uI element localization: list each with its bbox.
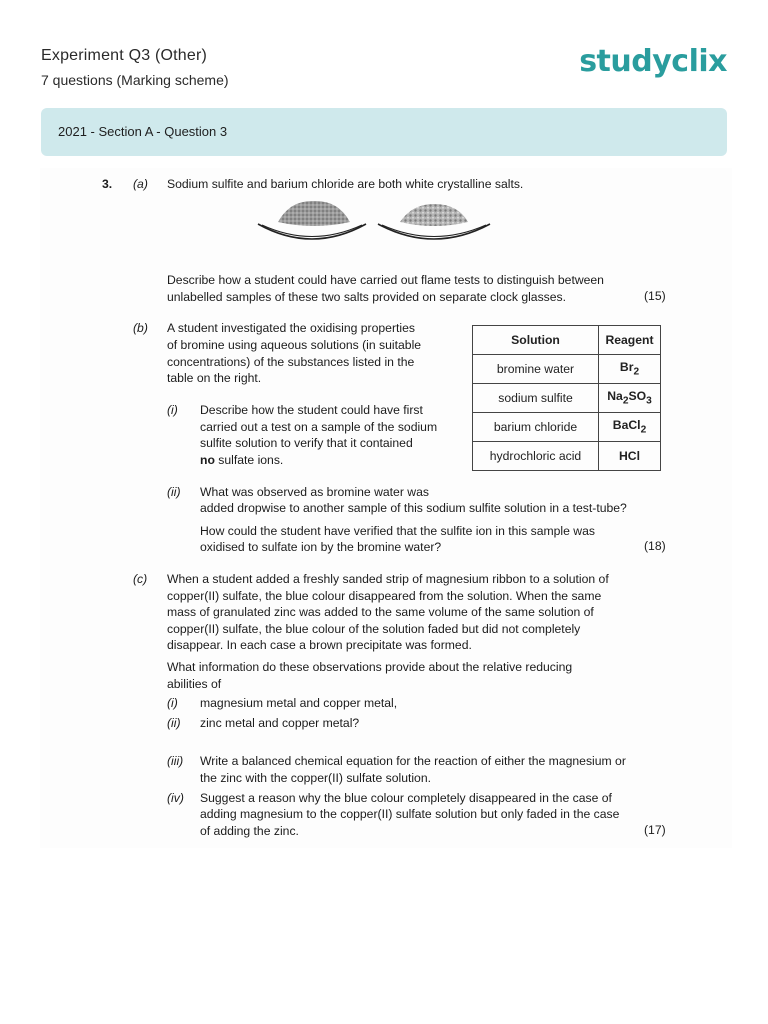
clock-glass-left — [258, 201, 366, 239]
studyclix-logo[interactable]: studyclix — [579, 44, 727, 79]
part-c-i-text: magnesium metal and copper metal, — [200, 696, 398, 710]
part-c-para-4: copper(II) sulfate, the blue colour of the solution faded but did not completely — [167, 622, 581, 636]
table-cell-solution: bromine water — [473, 355, 599, 384]
part-c-para-1: When a student added a freshly sanded strip of magnesium ribbon to a solution of — [167, 572, 609, 586]
section-band — [41, 108, 727, 156]
part-c-iv-line1: Suggest a reason why the blue colour completely disappeared in the case of — [200, 791, 612, 805]
part-c-question-2: abilities of — [167, 677, 222, 691]
part-c-question-1: What information do these observations provide about the relative reducing — [167, 660, 573, 674]
part-b-ii-label: (ii) — [167, 485, 181, 499]
part-c-iv-label: (iv) — [167, 791, 184, 805]
part-b-intro-3: concentrations) of the substances listed in the — [167, 355, 415, 369]
part-b-ii-line1: What was observed as bromine water was — [200, 485, 429, 499]
part-b-intro-4: table on the right. — [167, 371, 262, 385]
question-number: 3. — [102, 177, 113, 191]
table-cell-solution: barium chloride — [473, 413, 599, 442]
part-b-label: (b) — [133, 321, 148, 335]
part-b-i-line1: Describe how the student could have first — [200, 403, 423, 417]
table-cell-formula: $Br_2$ — [599, 355, 661, 384]
part-b-ii-line3: How could the student have verified that the sulfite ion in this sample was — [200, 524, 595, 538]
part-c-iv-line3: of adding the zinc. — [200, 824, 299, 838]
table-header-reagent: Reagent — [599, 326, 661, 355]
reagent-table — [472, 325, 661, 471]
part-a-marks: (15) — [644, 289, 666, 303]
part-b-intro-2: of bromine using aqueous solutions (in suitable — [167, 338, 422, 352]
table-cell-solution: hydrochloric acid — [473, 442, 599, 471]
part-b-i-line4 — [200, 452, 283, 469]
clock-glasses-illustration — [254, 194, 498, 260]
page-title: Experiment Q3 (Other) — [41, 47, 208, 64]
part-c-ii-text: zinc metal and copper metal? — [200, 716, 360, 730]
part-b-i-line4-rest: sulfate ions. — [214, 453, 284, 467]
part-b-ii-line4: oxidised to sulfate ion by the bromine water? — [200, 540, 442, 554]
page-subtitle: 7 questions (Marking scheme) — [41, 72, 229, 88]
part-c-label: (c) — [133, 572, 148, 586]
emphasis-no: no — [200, 453, 215, 467]
table-row — [473, 413, 661, 442]
exam-question-image — [40, 168, 732, 848]
part-c-iii-label: (iii) — [167, 754, 184, 768]
part-c-iv-line2: adding magnesium to the copper(II) sulfate solution but only faded in the case — [200, 807, 620, 821]
table-cell-formula: HCl — [599, 442, 661, 471]
part-c-para-3: mass of granulated zinc was added to the same volume of the same solution of — [167, 605, 594, 619]
part-b-intro-1: A student investigated the oxidising properties — [167, 321, 415, 335]
part-c-iii-line1: Write a balanced chemical equation for the reaction of either the magnesium or — [200, 754, 626, 768]
part-c-para-5: disappear. In each case a brown precipitate was formed. — [167, 638, 472, 652]
part-a-line2: unlabelled samples of these two salts provided on separate clock glasses. — [167, 290, 567, 304]
part-b-i-label: (i) — [167, 403, 178, 417]
part-b-marks: (18) — [644, 539, 666, 553]
table-header-solution: Solution — [473, 326, 599, 355]
part-a-intro: Sodium sulfite and barium chloride are both white crystalline salts. — [167, 177, 524, 191]
part-b-ii-line2: added dropwise to another sample of this sodium sulfite solution in a test-tube? — [200, 501, 627, 515]
part-c-marks: (17) — [644, 823, 666, 837]
table-row — [473, 355, 661, 384]
part-c-i-label: (i) — [167, 696, 178, 710]
table-cell-solution: sodium sulfite — [473, 384, 599, 413]
clock-glass-right — [378, 204, 490, 239]
part-b-i-line3: sulfite solution to verify that it contained — [200, 436, 413, 450]
table-cell-formula: BaCl$_2$ — [599, 413, 661, 442]
part-c-para-2: copper(II) sulfate, the blue colour disappeared from the solution. When the same — [167, 589, 602, 603]
part-a-label: (a) — [133, 177, 148, 191]
table-header-row — [473, 326, 661, 355]
table-cell-formula: $Na_2SO_3$ — [599, 384, 661, 413]
part-b-i-line2: carried out a test on a sample of the sodium — [200, 420, 438, 434]
section-label: 2021 - Section A - Question 3 — [58, 124, 228, 139]
part-c-iii-line2: the zinc with the copper(II) sulfate solution. — [200, 771, 432, 785]
table-row — [473, 384, 661, 413]
table-row — [473, 442, 661, 471]
part-a-line1: Describe how a student could have carried out flame tests to distinguish between — [167, 273, 604, 287]
part-c-ii-label: (ii) — [167, 716, 181, 730]
